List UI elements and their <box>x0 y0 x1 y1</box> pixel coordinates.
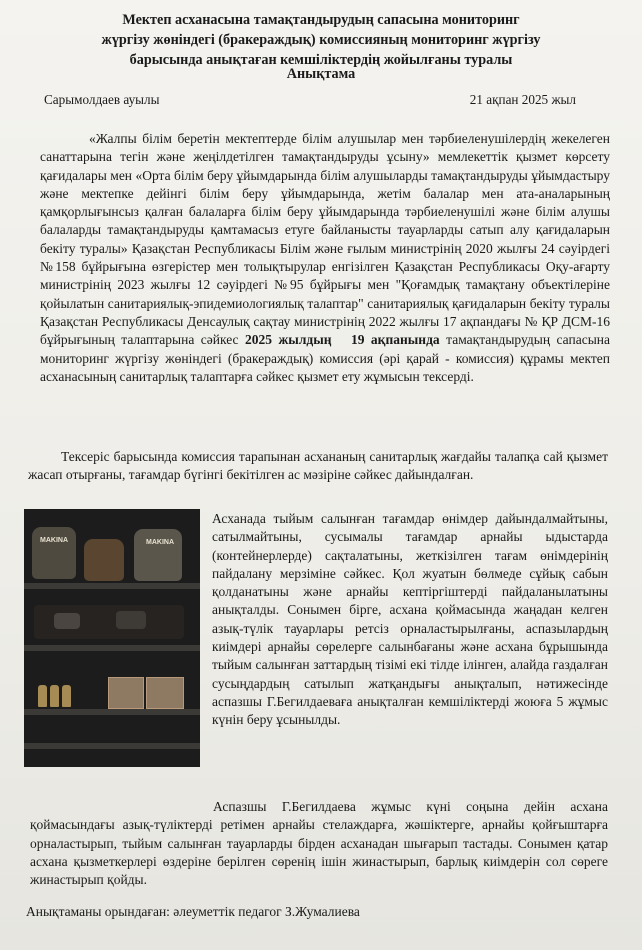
title-line-1: Мектеп асханасына тамақтандырудың сапасына мониторинг <box>122 12 520 28</box>
paragraph-1-text: «Жалпы білім беретін мектептерде білім алушылар мен тәрбиеленушілердің жекелеген санаттарына тегін және жеңілдетілген тамақтандыруды ұсыну» мемлекеттік қызмет көрсету қағидалары мен «Орта білім беру ұйымдарында білім алушыларды тамақтандыруды ұйымдастыру және мектепке дейінгі білім беру ұйымдарында, жетім балалар мен ата-аналарының қамқорлығынсыз қалған балаларға білім беру ұйымдарында тәрбиеленушілі және білім алушы балаларды тамақтандыруды қамтамасыз етуге байланысты тауарларды сатып алу қағидаларын бекіту туралы» Қазақстан Республикасы Білім және ғылым министрінің 2020 жылғы 24 сәуірдегі №158 бұйрығына өзгерістер мен толықтырулар енгізілген Қазақстан Республикасы Оқу-ағарту министрінің 2023 жылғы 12 сәуірдегі №95 бұйрығы мен "Қоғамдық тамақтану объектілеріне қойылатын санитариялық-эпидемиологиялық талаптар" санитариялық қағидаларын бекіту туралы Қазақстан Республикасы Денсаулық сақтау министрінің 2022 жылғы 17 ақпандағы № ҚР ДСМ-16 бұйрығының талаптарына сәйкес <box>40 131 610 348</box>
paragraph-1-date: 2025 жылдың 19 ақпанында <box>245 332 440 348</box>
paragraph-4: Аспазшы Г.Бегилдаева жұмыс күні соңына дейін асхана қоймасындағы азық-түліктерді ретімен арнайы стелаждарға, жәшіктерге, арнайы қойғыштарға орналастырып, тыйым салынған тауарларды бірден асханадан шығарып тастады. Сонымен қатар асхана қызметкерлері өздеріне берілген сөренің ішін жинастырып, барлық киімдерін сол сөреге жинастырып қойды. <box>30 799 608 888</box>
signature-line: Анықтаманы орындаған: әлеуметтік педагог З.Жумалиева <box>26 904 360 919</box>
bag-label: MAKINA <box>146 539 174 546</box>
paragraph-3: Асханада тыйым салынған тағамдар өнімдер дайындалмайтыны, сатылмайтыны, сусымалы тағамдар арнайы ыдыстарда (контейнерлерде) сақталатыны, жеткізілген тағам өнімдерінің пайдалану мерзіміне сәйкес. Қол жуатын бөлмеде сұйық сабын қолданатыны және арнайы кептіргіштерді пайдаланылатыны анықталды. Сонымен бірге, асхана қоймасында жаңадан келген азық-түлік тауарлары ретсіз орналастырылғаны, аспазылардың киімдері арнайы сөрелерге салынбағаны және асхана бұрышында тыйым салынған заттардың тізімі екі тілде ілінген, алайда газдалған сусыңдардың сатылып жатқандығы анықталып, нәтижесінде аспазшы Г.Бегилдаеваға анықталған кемшіліктерді жоюға 5 жұмыс күнін беру ұсынылды. <box>212 511 608 728</box>
date: 21 ақпан 2025 жыл <box>469 92 576 107</box>
place: Сарымолдаев ауылы <box>44 92 160 107</box>
title-line-2: жүргізу жөніндегі (бракераждық) комиссияның мониторинг жүргізу <box>101 32 541 48</box>
document-title <box>0 10 642 70</box>
bag-label: MAKINA <box>40 537 68 544</box>
title-line-3: барысында анықтаған кемшіліктердің жойылғаны туралы <box>129 52 513 68</box>
pantry-shelf-photo <box>24 509 200 767</box>
place-date-row <box>44 92 576 108</box>
paragraph-1 <box>40 130 610 386</box>
paragraph-1-text-end: тамақтандырудың сапасына мониторинг жүргізу жөніндегі (бракераждық) комиссия (әрі қарай - комиссия) құрамы мектеп асханасының санитарлық талаптарға сәйкес қызмет ету жұмысын тексерді. <box>40 332 610 384</box>
document-type: Анықтама <box>286 66 356 82</box>
paragraph-2: Тексеріс барысында комиссия тарапынан асхананың санитарлық жағдайы талапқа сай қызмет жасап отырғаны, тағамдар бүгінгі бекітілген ас мәзіріне сәйкес дайындалған. <box>28 449 608 483</box>
